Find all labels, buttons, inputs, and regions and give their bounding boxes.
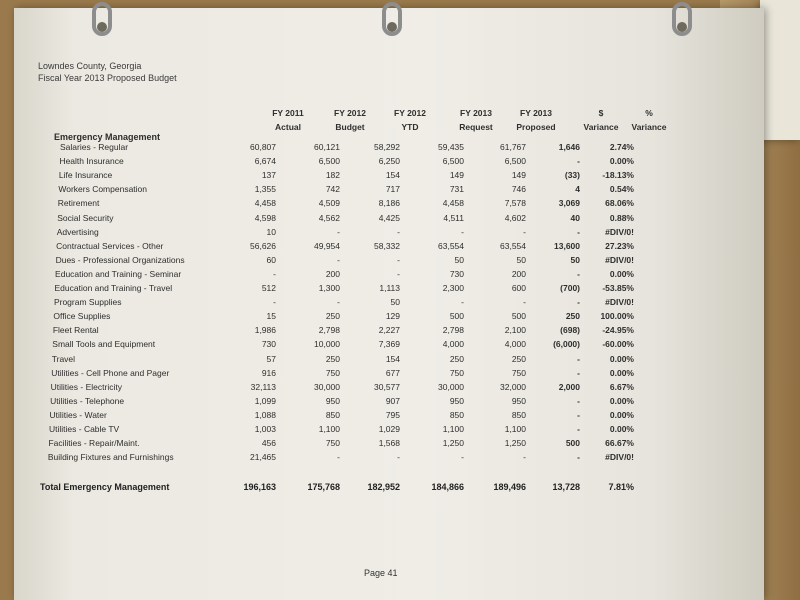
row-value: 13,600 — [554, 240, 580, 251]
row-value: 1,355 — [254, 184, 276, 195]
row-value: 10 — [266, 226, 276, 237]
table-row — [14, 170, 764, 184]
row-value: - — [523, 226, 526, 237]
row-value: 63,554 — [438, 240, 464, 251]
row-value: 1,100 — [442, 424, 464, 434]
row-value: 4,425 — [378, 212, 400, 223]
row-value: 60 — [266, 254, 276, 265]
column-header-line1: FY 2012 — [394, 108, 426, 118]
row-value: 149 — [511, 170, 526, 181]
row-value: - — [577, 268, 580, 279]
row-value: -18.13% — [602, 170, 634, 181]
table-row — [14, 227, 764, 241]
row-value: 4,458 — [254, 198, 276, 209]
row-value: 0.54% — [609, 184, 634, 195]
row-label: Education and Training - Travel — [54, 283, 173, 293]
table-row — [14, 283, 764, 297]
row-value: 50 — [570, 254, 580, 265]
row-value: #DIV/0! — [605, 452, 634, 463]
row-value: - — [577, 156, 580, 167]
row-value: 1,113 — [379, 283, 400, 293]
column-header-line1: $ — [598, 108, 604, 118]
row-label: Health Insurance — [59, 156, 124, 167]
row-value: 137 — [261, 170, 276, 181]
row-value: - — [577, 424, 580, 434]
table-row — [14, 198, 764, 212]
row-value: - — [577, 226, 580, 237]
row-value: 4,511 — [443, 212, 464, 223]
table-row — [14, 339, 764, 353]
table-row — [14, 142, 764, 156]
row-label: Facilities - Repair/Maint. — [48, 438, 140, 449]
column-header-line2: Variance — [631, 122, 667, 132]
table-row — [14, 311, 764, 325]
row-value: 6,674 — [254, 156, 276, 167]
row-value: - — [337, 452, 340, 463]
county-name: Lowndes County, Georgia — [38, 61, 142, 71]
column-header-line2: Proposed — [516, 122, 556, 132]
row-value: 717 — [385, 184, 400, 195]
column-header — [504, 106, 568, 134]
row-value: (700) — [560, 283, 580, 293]
row-value: 6,500 — [318, 156, 340, 167]
row-value: 100.00% — [600, 311, 634, 322]
row-value: 27.23% — [605, 240, 634, 251]
column-header-line1: FY 2011 — [272, 108, 304, 118]
row-value: 30,577 — [374, 381, 400, 392]
row-value: 6,500 — [442, 156, 464, 167]
row-label: Small Tools and Equipment — [52, 339, 156, 350]
row-value: 61,767 — [500, 142, 526, 152]
row-value: - — [461, 452, 464, 463]
row-value: 950 — [325, 395, 340, 406]
table-row — [14, 241, 764, 255]
document-title: Fiscal Year 2013 Proposed Budget — [38, 73, 177, 83]
row-value: - — [397, 452, 400, 463]
row-label: Travel — [51, 353, 76, 364]
row-value: 60,121 — [314, 142, 340, 152]
row-value: 0.00% — [609, 353, 634, 364]
row-value: 600 — [511, 283, 526, 293]
row-value: 730 — [261, 339, 276, 350]
table-row — [14, 424, 764, 438]
row-value: 2,300 — [442, 283, 464, 293]
row-value: 0.00% — [609, 367, 634, 378]
row-label: Workers Compensation — [58, 184, 148, 195]
row-value: 57 — [266, 353, 276, 364]
total-value: 189,496 — [493, 482, 526, 492]
row-label: Dues - Professional Organizations — [55, 254, 185, 265]
row-value: - — [273, 297, 276, 308]
row-value: 32,000 — [500, 381, 526, 392]
row-label: Advertising — [56, 226, 99, 237]
row-value: 7,369 — [378, 339, 400, 350]
row-value: (33) — [564, 170, 580, 181]
row-value: 1,300 — [318, 283, 340, 293]
row-value: #DIV/0! — [605, 226, 634, 237]
row-value: 4,000 — [442, 339, 464, 350]
table-row — [14, 368, 764, 382]
column-header — [318, 106, 382, 134]
row-label: Fleet Rental — [52, 325, 99, 336]
row-value: 746 — [511, 184, 526, 195]
row-value: 1,250 — [504, 438, 526, 449]
row-value: - — [397, 226, 400, 237]
row-value: 795 — [385, 409, 400, 420]
row-value: 850 — [325, 409, 340, 420]
column-header-line2: Request — [459, 122, 493, 132]
adjacent-page — [760, 0, 800, 140]
row-value: - — [577, 353, 580, 364]
row-value: 4,000 — [504, 339, 526, 350]
row-label: Office Supplies — [53, 311, 111, 322]
row-value: 512 — [261, 283, 276, 293]
row-label: Building Fixtures and Furnishings — [47, 452, 174, 463]
column-header-line2: YTD — [401, 122, 419, 132]
row-value: 2,100 — [504, 325, 526, 336]
row-value: 56,626 — [250, 240, 276, 251]
row-value: 500 — [565, 438, 580, 449]
row-value: 750 — [325, 438, 340, 449]
row-value: 30,000 — [314, 381, 340, 392]
row-value: 1,986 — [254, 325, 276, 336]
row-value: - — [397, 254, 400, 265]
row-value: - — [461, 297, 464, 308]
row-value: 4 — [575, 184, 580, 195]
row-value: 850 — [449, 409, 464, 420]
row-value: 250 — [325, 311, 340, 322]
punch-hole — [677, 22, 687, 32]
total-value: 196,163 — [243, 482, 276, 492]
row-value: 0.00% — [609, 409, 634, 420]
table-row — [14, 382, 764, 396]
row-value: 21,465 — [250, 452, 276, 463]
row-value: 129 — [385, 311, 400, 322]
row-label: Utilities - Electricity — [50, 381, 122, 392]
document-header — [38, 60, 177, 84]
table-row — [14, 213, 764, 227]
row-value: 50 — [454, 254, 464, 265]
total-row — [14, 482, 764, 498]
row-label: Retirement — [57, 198, 100, 209]
total-value: 175,768 — [307, 482, 340, 492]
row-value: 950 — [511, 395, 526, 406]
row-value: 4,602 — [504, 212, 526, 223]
row-value: 677 — [385, 367, 400, 378]
row-label: Utilities - Cable TV — [49, 424, 120, 434]
row-value: 907 — [385, 395, 400, 406]
column-header — [617, 106, 681, 134]
row-value: 1,029 — [378, 424, 400, 434]
row-value: 58,292 — [374, 142, 400, 152]
column-header — [444, 106, 508, 134]
row-value: - — [523, 297, 526, 308]
column-header — [256, 106, 320, 134]
row-value: 1,099 — [254, 395, 276, 406]
row-value: - — [461, 226, 464, 237]
row-value: 149 — [449, 170, 464, 181]
row-value: #DIV/0! — [605, 254, 634, 265]
punch-hole — [387, 22, 397, 32]
row-value: 456 — [261, 438, 276, 449]
row-label: Education and Training - Seminar — [55, 268, 182, 279]
row-value: 200 — [325, 268, 340, 279]
row-value: 950 — [449, 395, 464, 406]
row-value: 4,509 — [318, 198, 340, 209]
row-value: - — [577, 367, 580, 378]
punch-hole — [97, 22, 107, 32]
row-value: 750 — [511, 367, 526, 378]
table-row — [14, 156, 764, 170]
row-value: 30,000 — [438, 381, 464, 392]
row-label: Utilities - Telephone — [50, 395, 125, 406]
row-value: 500 — [511, 311, 526, 322]
row-value: - — [337, 254, 340, 265]
row-value: 2.74% — [609, 142, 634, 152]
row-value: 730 — [449, 268, 464, 279]
row-value: 10,000 — [314, 339, 340, 350]
row-value: -24.95% — [602, 325, 634, 336]
row-value: 182 — [325, 170, 340, 181]
total-value: 184,866 — [431, 482, 464, 492]
row-value: 4,598 — [254, 212, 276, 223]
table-row — [14, 184, 764, 198]
row-value: 750 — [449, 367, 464, 378]
row-value: 1,100 — [504, 424, 526, 434]
row-value: 15 — [266, 311, 276, 322]
row-value: 154 — [385, 353, 400, 364]
column-header — [378, 106, 442, 134]
row-value: -53.85% — [602, 283, 634, 293]
column-header-line1: FY 2012 — [334, 108, 366, 118]
row-value: 731 — [449, 184, 464, 195]
row-value: - — [397, 268, 400, 279]
row-value: 1,100 — [318, 424, 340, 434]
row-value: 2,798 — [442, 325, 464, 336]
row-value: 916 — [261, 367, 276, 378]
row-value: 3,069 — [558, 198, 580, 209]
total-label: Total Emergency Management — [40, 482, 170, 492]
row-value: - — [273, 268, 276, 279]
column-header-line2: Actual — [275, 122, 301, 132]
row-value: #DIV/0! — [605, 297, 634, 308]
row-label: Program Supplies — [53, 297, 122, 308]
row-value: 0.88% — [609, 212, 634, 223]
column-header-line1: FY 2013 — [520, 108, 552, 118]
row-value: - — [523, 452, 526, 463]
row-value: - — [577, 395, 580, 406]
row-value: 1,646 — [558, 142, 580, 152]
table-row — [14, 438, 764, 452]
row-label: Utilities - Cell Phone and Pager — [51, 367, 170, 378]
row-value: 4,562 — [318, 212, 340, 223]
table-row — [14, 255, 764, 269]
row-value: 60,807 — [250, 142, 276, 152]
row-value: 250 — [565, 311, 580, 322]
row-value: 1,003 — [254, 424, 276, 434]
row-value: 250 — [511, 353, 526, 364]
row-value: 1,568 — [378, 438, 400, 449]
row-value: 0.00% — [609, 156, 634, 167]
row-label: Contractual Services - Other — [56, 240, 164, 251]
row-value: 850 — [511, 409, 526, 420]
row-value: 6,250 — [378, 156, 400, 167]
table-row — [14, 354, 764, 368]
row-value: 154 — [385, 170, 400, 181]
row-value: - — [577, 452, 580, 463]
table-row — [14, 396, 764, 410]
row-value: 6,500 — [504, 156, 526, 167]
row-value: 58,332 — [374, 240, 400, 251]
row-value: 8,186 — [378, 198, 400, 209]
section-title: Emergency Management — [54, 132, 161, 142]
row-label: Life Insurance — [58, 170, 113, 181]
row-label: Social Security — [57, 212, 114, 223]
row-value: - — [577, 409, 580, 420]
row-value: 750 — [325, 367, 340, 378]
budget-page — [14, 8, 764, 600]
row-value: 2,798 — [318, 325, 340, 336]
row-value: 59,435 — [438, 142, 464, 152]
row-value: 1,250 — [442, 438, 464, 449]
row-value: - — [337, 226, 340, 237]
row-value: 66.67% — [605, 438, 634, 449]
row-value: 6.67% — [609, 381, 634, 392]
row-label: Salaries - Regular — [60, 142, 129, 152]
table-row — [14, 297, 764, 311]
table-row — [14, 410, 764, 424]
row-value: (698) — [560, 325, 580, 336]
column-header-line1: FY 2013 — [460, 108, 492, 118]
column-header-line2: Budget — [335, 122, 365, 132]
row-value: 50 — [516, 254, 526, 265]
row-value: 250 — [449, 353, 464, 364]
row-value: 50 — [390, 297, 400, 308]
row-value: 63,554 — [500, 240, 526, 251]
table-row — [14, 452, 764, 466]
row-value: -60.00% — [602, 339, 634, 350]
row-value: 742 — [325, 184, 340, 195]
column-header-line1: % — [645, 108, 653, 118]
row-value: 2,227 — [378, 325, 400, 336]
page-number: Page 41 — [364, 568, 398, 578]
row-value: 7,578 — [504, 198, 526, 209]
row-value: 250 — [325, 353, 340, 364]
row-value: 0.00% — [609, 395, 634, 406]
row-value: (6,000) — [553, 339, 580, 350]
column-header-line2: Variance — [583, 122, 619, 132]
row-value: - — [337, 297, 340, 308]
total-value: 182,952 — [367, 482, 400, 492]
row-value: 4,458 — [442, 198, 464, 209]
row-value: - — [577, 297, 580, 308]
row-value: 500 — [449, 311, 464, 322]
row-label: Utilities - Water — [49, 409, 107, 420]
row-value: 0.00% — [609, 424, 634, 434]
row-value: 200 — [511, 268, 526, 279]
row-value: 40 — [570, 212, 580, 223]
table-row — [14, 269, 764, 283]
total-value: 13,728 — [552, 482, 580, 492]
table-row — [14, 325, 764, 339]
total-value: 7.81% — [608, 482, 634, 492]
row-value: 49,954 — [314, 240, 340, 251]
row-value: 0.00% — [609, 268, 634, 279]
row-value: 68.06% — [605, 198, 634, 209]
row-value: 32,113 — [250, 381, 276, 392]
row-value: 2,000 — [558, 381, 580, 392]
row-value: 1,088 — [254, 409, 276, 420]
